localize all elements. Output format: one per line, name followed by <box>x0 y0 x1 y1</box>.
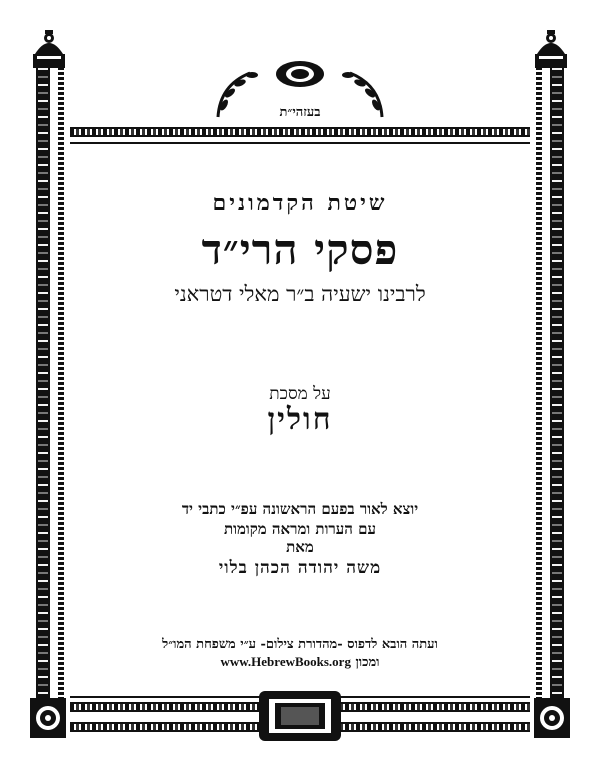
book-title: פסקי הרי״ד <box>201 225 399 274</box>
author-line: לרבינו ישעיה ב״ר מאלי דטראני <box>174 282 426 306</box>
right-outer-pillar <box>550 62 564 698</box>
top-border-rule <box>70 142 530 144</box>
editor-name: משה יהודה הכהן בלוי <box>218 558 382 578</box>
right-capital-ornament <box>533 30 569 68</box>
footer-prefix: ומכון <box>355 655 380 670</box>
right-inner-pillar <box>536 62 542 698</box>
top-border-band <box>70 127 530 137</box>
tractate-name: חולין <box>267 402 333 437</box>
footer-line-2 <box>0 654 600 670</box>
left-base-ornament <box>28 698 68 738</box>
bottom-cartouche-ornament <box>255 685 345 745</box>
publication-line-1: יוצא לאור בפעם הראשונה עפ״י כתבי יד <box>181 500 419 518</box>
publication-line-3: מאת <box>286 538 314 556</box>
footer-line-1: ועתה הובא לדפוס -מהדורת צילום- ע״י משפחת המו״ל <box>162 637 438 652</box>
website-link[interactable]: www.HebrewBooks.org <box>220 654 351 669</box>
series-title: שיטת הקדמונים <box>212 190 388 216</box>
bezrat-hashem-abbreviation: בעזהי״ת <box>279 105 321 120</box>
right-base-ornament <box>532 698 572 738</box>
left-outer-pillar <box>36 62 50 698</box>
crown-cartouche-ornament <box>272 58 328 88</box>
tractate-label: על מסכת <box>269 384 331 404</box>
left-capital-ornament <box>31 30 67 68</box>
left-inner-pillar <box>58 62 64 698</box>
publication-line-2: עם הערות ומראה מקומות <box>224 520 376 538</box>
